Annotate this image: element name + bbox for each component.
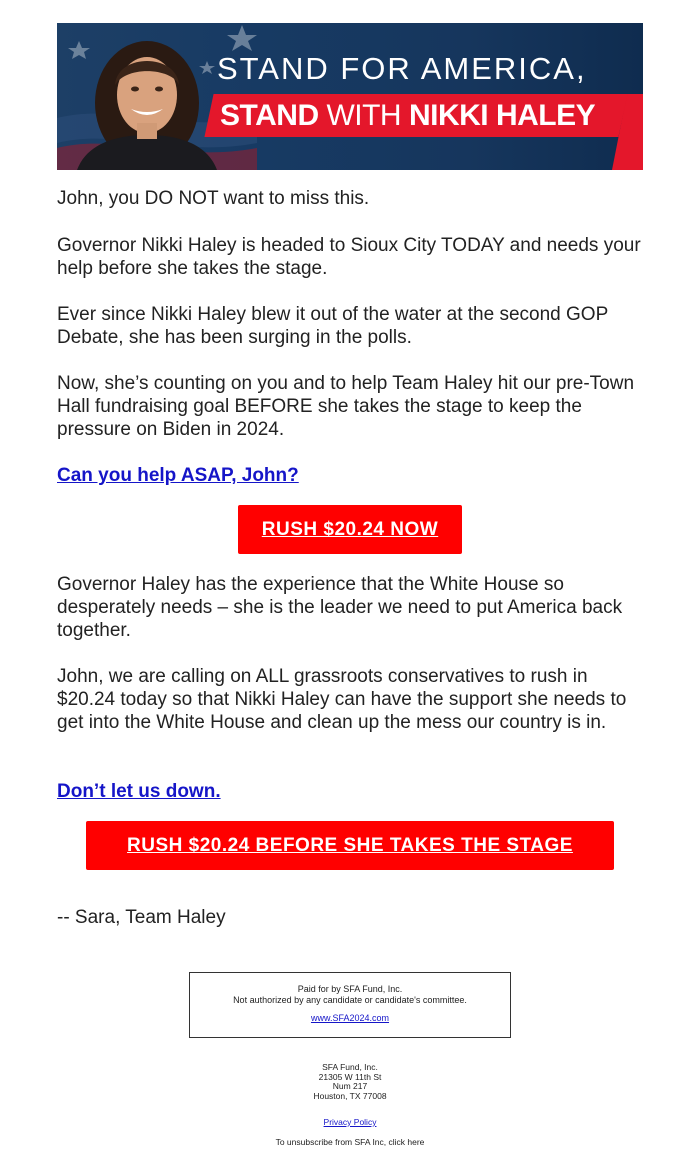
email-content bbox=[57, 23, 643, 928]
paragraph-sioux-city: Governor Nikki Haley is headed to Sioux City TODAY and needs your help before she takes the stage. bbox=[57, 235, 641, 279]
banner-headline-line1: STAND FOR AMERICA, bbox=[217, 51, 587, 86]
address-line: 21305 W 11th St bbox=[318, 1071, 382, 1082]
paragraph-grassroots: John, we are calling on ALL grassroots conservatives to rush in $20.24 today so that Nikki Haley can have the support she needs to get into the White House and clean up the mess our country is in. bbox=[57, 666, 627, 733]
unsubscribe-text[interactable]: To unsubscribe from SFA Inc, click here bbox=[275, 1137, 425, 1147]
paid-for-disclaimer-box bbox=[189, 972, 511, 1038]
paid-for-text: Paid for by SFA Fund, Inc. bbox=[297, 984, 403, 994]
dont-let-us-down-link[interactable]: Don’t let us down. bbox=[57, 781, 221, 802]
address-line: SFA Fund, Inc. bbox=[322, 1062, 378, 1072]
header-banner[interactable] bbox=[57, 23, 643, 170]
help-asap-link[interactable]: Can you help ASAP, John? bbox=[57, 465, 299, 486]
portrait-photo bbox=[77, 41, 217, 170]
not-authorized-text: Not authorized by any candidate or candidate's committee. bbox=[233, 995, 467, 1005]
paragraph-goal: Now, she’s counting on you and to help Team Haley hit our pre-Town Hall fundraising goal BEFORE she takes the stage to keep the pressure on Biden in 2024. bbox=[57, 373, 635, 440]
paragraph-experience: Governor Haley has the experience that the White House so desperately needs – she is the leader we need to put America back together. bbox=[57, 574, 623, 641]
privacy-row bbox=[0, 1117, 700, 1127]
address-line: Num 217 bbox=[332, 1081, 368, 1091]
paragraph-intro: John, you DO NOT want to miss this. bbox=[57, 188, 370, 209]
banner-stand-word: STAND bbox=[220, 99, 319, 132]
paragraph-debate: Ever since Nikki Haley blew it out of the water at the second GOP Debate, she has been surging in the polls. bbox=[57, 304, 608, 348]
privacy-policy-link[interactable]: Privacy Policy bbox=[323, 1117, 377, 1127]
banner-headline-line2 bbox=[220, 99, 595, 133]
address-line: Houston, TX 77008 bbox=[313, 1090, 387, 1101]
banner-with-word: WITH bbox=[326, 99, 402, 132]
signature: -- Sara, Team Haley bbox=[57, 907, 226, 928]
mailing-address bbox=[0, 1063, 700, 1101]
rush-before-stage-button[interactable]: RUSH $20.24 BEFORE SHE TAKES THE STAGE bbox=[86, 821, 614, 870]
banner-name-word: NIKKI HALEY bbox=[408, 99, 596, 132]
rush-now-button[interactable]: RUSH $20.24 NOW bbox=[238, 505, 462, 554]
website-link[interactable]: www.SFA2024.com bbox=[310, 1013, 390, 1023]
